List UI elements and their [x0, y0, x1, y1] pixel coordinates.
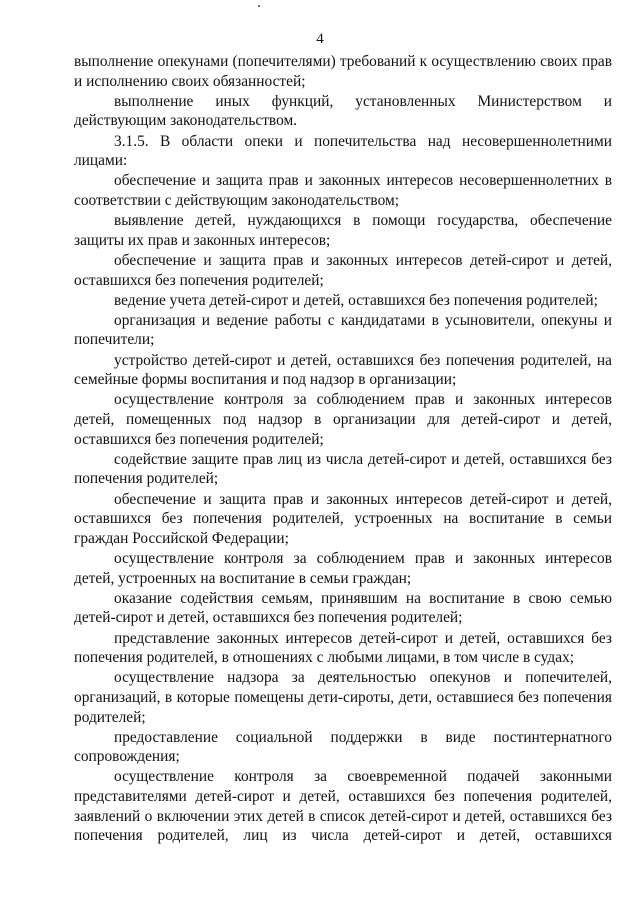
document-body: [74, 52, 612, 846]
paragraph: выполнение иных функций, установленных Министерством и действующим законодательством.: [74, 92, 612, 130]
list-item: организация и ведение работы с кандидатами в усыновители, опекуны и попечители;: [74, 311, 612, 349]
list-item: обеспечение и защита прав и законных интересов несовершеннолетних в соответствии с действующим законодательством;: [74, 172, 612, 209]
list-item: предоставление социальной поддержки в виде постинтернатного сопровождения;: [74, 728, 612, 766]
list-item: осуществление контроля за соблюдением прав и законных интересов детей, устроенных на воспитание в семьи граждан;: [74, 549, 612, 587]
page-number: 4: [316, 31, 324, 47]
list-item: обеспечение и защита прав и законных интересов детей-сирот и детей, оставшихся без попечения родителей, устроенных на воспитание в семьи граждан Российской Федерации;: [74, 490, 612, 547]
list-item: выявление детей, нуждающихся в помощи государства, обеспечение защиты их прав и законных интересов;: [74, 212, 612, 249]
paragraph: выполнение опекунами (попечителями) требований к осуществлению своих прав и исполнению своих обязанностей;: [74, 53, 612, 90]
list-item: осуществление надзора за деятельностью опекунов и попечителей, организаций, в которые помещены дети-сироты, дети, оставшиеся без попечения родителей;: [74, 669, 612, 726]
list-item: осуществление контроля за соблюдением прав и законных интересов детей, помещенных под надзор в организации для детей-сирот и детей, оставшихся без попечения родителей;: [74, 391, 612, 448]
list-item: ведение учета детей-сирот и детей, оставшихся без попечения родителей;: [114, 291, 598, 309]
list-item: представление законных интересов детей-сирот и детей, оставшихся без попечения родителей, в отношениях с любыми лицами, в том числе в судах;: [74, 629, 612, 667]
list-item: устройство детей-сирот и детей, оставшихся без попечения родителей, на семейные формы воспитания и под надзор в организации;: [74, 351, 612, 389]
list-item: осуществление контроля за своевременной подачей законными представителями детей-сирот и детей, оставшихся без попечения родителей, заявлений о включении этих детей в список детей-сирот и детей, оставшихся без попечения родителей, лиц из числа детей-сирот и детей, оставшихся: [74, 768, 612, 845]
scan-artifact: [258, 5, 260, 7]
section-heading-3-1-5: 3.1.5. В области опеки и попечительства над несовершеннолетними лицами:: [74, 132, 612, 170]
list-item: обеспечение и защита прав и законных интересов детей-сирот и детей, оставшихся без попечения родителей;: [74, 251, 612, 289]
list-item: оказание содействия семьям, принявшим на воспитание в свою семью детей-сирот и детей, оставшихся без попечения родителей;: [74, 589, 612, 627]
list-item: содействие защите прав лиц из числа детей-сирот и детей, оставшихся без попечения родителей;: [74, 450, 612, 488]
